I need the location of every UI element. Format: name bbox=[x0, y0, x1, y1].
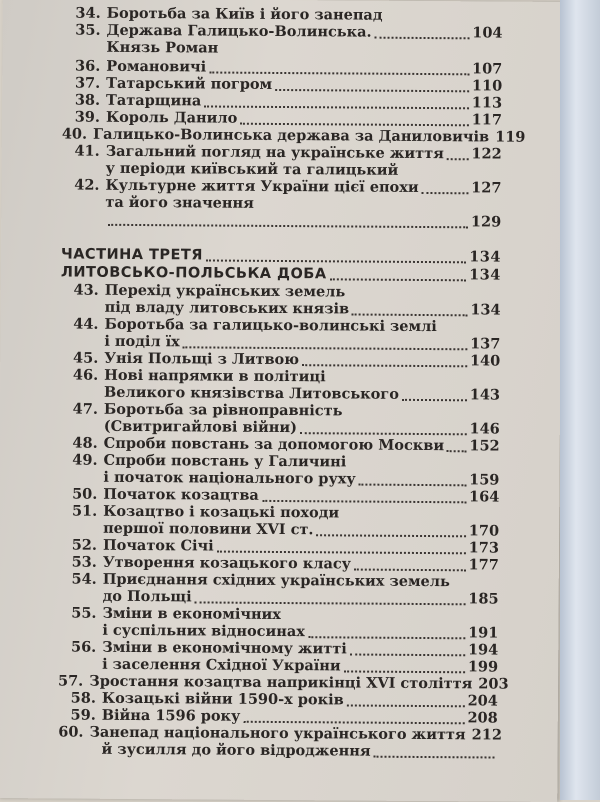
toc-entry-47 bbox=[60, 400, 500, 437]
entry-title: Утворення козацького класу bbox=[103, 554, 351, 573]
entry-number: 49. bbox=[60, 451, 104, 468]
entry-title: Культурне життя України цієї епохи bbox=[105, 177, 418, 196]
page-number: 143 bbox=[470, 386, 500, 403]
page-number: 173 bbox=[469, 539, 499, 556]
entry-title: Нові напрямки в політиці bbox=[104, 367, 326, 386]
page-number: 194 bbox=[468, 641, 498, 658]
page-number: 199 bbox=[468, 658, 498, 675]
entry-title: Боротьба за Київ і його занепад bbox=[107, 5, 383, 24]
entry-number: 42. bbox=[61, 176, 105, 193]
toc-entry-43 bbox=[61, 281, 501, 318]
leader-dots bbox=[300, 422, 467, 435]
entry-title: Війна 1596 року bbox=[102, 707, 241, 725]
leader-dots bbox=[262, 489, 466, 502]
page-number: 212 bbox=[472, 726, 498, 743]
entry-title-cont: (Свитригайлові війни) bbox=[104, 418, 297, 436]
entry-title: Спроби повстань за допомогою Москви bbox=[104, 435, 445, 454]
leader-dots bbox=[350, 643, 465, 656]
leader-dots bbox=[344, 660, 465, 673]
page-number: 170 bbox=[469, 522, 499, 539]
entry-number: 52. bbox=[59, 536, 103, 553]
entry-title-cont: та його значення bbox=[105, 194, 254, 212]
entry-number: 46. bbox=[60, 366, 104, 383]
entry-title: Приєднання східних українських земель bbox=[103, 571, 450, 590]
entry-title-cont: до Польщі bbox=[103, 588, 192, 606]
entry-number: 53. bbox=[59, 553, 103, 570]
entry-number: 37. bbox=[62, 74, 106, 91]
leader-dots bbox=[195, 591, 466, 605]
entry-number: 56. bbox=[58, 638, 102, 655]
entry-number: 47. bbox=[60, 400, 104, 417]
entry-title: Перехід українських земель bbox=[105, 282, 346, 301]
toc-entry-60 bbox=[57, 723, 497, 760]
leader-dots bbox=[330, 268, 467, 281]
part-subtitle: ЛИТОВСЬКО-ПОЛЬСЬКА ДОБА bbox=[61, 264, 327, 283]
page-number: 177 bbox=[469, 556, 499, 573]
page-number: 127 bbox=[471, 179, 501, 196]
toc-entry-44 bbox=[60, 315, 500, 352]
entry-title-cont: Великого князівства Литовського bbox=[104, 384, 399, 403]
entry-title-cont: й зусилля до його відродження bbox=[101, 741, 370, 760]
leader-dots bbox=[447, 148, 469, 160]
entry-title: Татарський погром bbox=[106, 75, 272, 93]
entry-title: Король Данило bbox=[106, 109, 237, 127]
entry-title-cont: першої половини XVI ст. bbox=[103, 520, 314, 538]
entry-number: 40. bbox=[62, 125, 93, 142]
entry-title: Початок козацтва bbox=[103, 486, 259, 504]
leader-dots bbox=[347, 694, 465, 707]
entry-number: 36. bbox=[62, 57, 106, 74]
entry-title: Зростання козацтва наприкінці XVI століття bbox=[89, 673, 472, 693]
entry-title-cont: і суспільних відносинах bbox=[102, 622, 305, 640]
entry-title-cont: і поділ їх bbox=[104, 333, 180, 351]
entry-title-cont: і заселення Східної України bbox=[102, 656, 341, 675]
toc-entry-42 bbox=[61, 176, 501, 230]
entry-title: Козацтво і козацькі походи bbox=[103, 503, 339, 522]
entry-title: Держава Галицько-Волинська. bbox=[107, 22, 372, 41]
page-number: 159 bbox=[469, 471, 499, 488]
page-number: 134 bbox=[469, 266, 501, 283]
entry-title: Боротьба за рівноправність bbox=[104, 401, 343, 420]
entry-title-cont: Князь Роман bbox=[106, 39, 218, 57]
entry-number: 41. bbox=[62, 142, 106, 159]
page-number: 140 bbox=[470, 352, 500, 369]
leader-dots bbox=[354, 558, 466, 571]
entry-title: Романовичі bbox=[106, 58, 206, 76]
entry-number: 54. bbox=[59, 570, 103, 587]
book-cover-edge bbox=[560, 0, 600, 800]
page-number: 107 bbox=[472, 60, 502, 77]
page-number: 185 bbox=[468, 590, 498, 607]
entry-number: 48. bbox=[60, 434, 104, 451]
entry-number: 50. bbox=[59, 485, 103, 502]
page-number: 152 bbox=[469, 437, 499, 454]
leader-dots bbox=[402, 388, 467, 400]
leader-dots bbox=[422, 181, 469, 193]
toc-entry-49 bbox=[59, 451, 499, 488]
entry-number: 59. bbox=[58, 706, 102, 723]
entry-title: Загальний погляд на українське життя bbox=[106, 143, 444, 162]
entry-number: 39. bbox=[62, 108, 106, 125]
leader-dots bbox=[302, 354, 467, 367]
entry-number: 45. bbox=[60, 349, 104, 366]
toc-entry-35 bbox=[62, 21, 502, 58]
page-number: 129 bbox=[471, 213, 501, 230]
entry-number: 34. bbox=[63, 4, 107, 21]
page-number: 146 bbox=[469, 420, 499, 437]
entry-title: Боротьба за галицько-волинські землі bbox=[104, 316, 436, 335]
entry-title-cont: і початок національного руху bbox=[103, 469, 355, 488]
entry-number: 44. bbox=[60, 315, 104, 332]
page-number: 191 bbox=[468, 624, 498, 641]
entry-title: Унія Польщі з Литвою bbox=[104, 350, 299, 368]
entry-number: 51. bbox=[59, 502, 103, 519]
leader-dots bbox=[374, 745, 495, 758]
entry-title: Зміни в економічних bbox=[102, 605, 281, 623]
entry-title: Спроби повстань у Галичині bbox=[104, 452, 347, 471]
leader-dots bbox=[183, 336, 467, 350]
toc-entry-54 bbox=[59, 570, 499, 607]
entry-title: Занепад національного українського життя bbox=[89, 724, 465, 744]
leader-dots bbox=[359, 473, 467, 486]
entry-title: Початок Січі bbox=[103, 537, 214, 555]
page-number: 203 bbox=[478, 675, 504, 692]
page-number: 119 bbox=[495, 128, 521, 145]
entry-number: 43. bbox=[61, 281, 105, 298]
entry-title-cont: у періоди київський та галицький bbox=[106, 160, 399, 179]
page-number: 104 bbox=[472, 24, 502, 41]
page-number: 164 bbox=[469, 488, 499, 505]
entry-title-cont: під владу литовських князів bbox=[105, 299, 350, 318]
toc-entry-51 bbox=[59, 502, 499, 539]
page-number: 137 bbox=[470, 335, 500, 352]
leader-dots bbox=[217, 540, 466, 554]
leader-dots bbox=[308, 626, 465, 639]
entry-title: Галицько-Волинська держава за Даниловичів bbox=[93, 126, 489, 146]
entry-title: Козацькі війни 1590-х років bbox=[102, 690, 344, 709]
leader-dots bbox=[204, 95, 469, 109]
page-number: 204 bbox=[468, 692, 498, 709]
entry-number: 58. bbox=[58, 689, 102, 706]
page-number: 113 bbox=[472, 94, 502, 111]
entry-number: 55. bbox=[58, 604, 102, 621]
leader-dots bbox=[447, 440, 466, 452]
leader-dots bbox=[375, 26, 470, 39]
part-title: ЧАСТИНА ТРЕТЯ bbox=[61, 246, 203, 264]
toc-entry-41 bbox=[62, 142, 502, 179]
entry-number: 57. bbox=[58, 672, 89, 689]
page-number: 134 bbox=[470, 301, 500, 318]
entry-title: Татарщина bbox=[106, 92, 201, 110]
page-number: 117 bbox=[472, 111, 502, 128]
leader-dots bbox=[316, 524, 465, 537]
leader-dots bbox=[108, 213, 468, 228]
page-number: 122 bbox=[471, 145, 501, 162]
toc-entry-56 bbox=[58, 638, 498, 675]
toc-entry-55 bbox=[58, 604, 498, 641]
leader-dots bbox=[243, 710, 464, 724]
leader-dots bbox=[206, 249, 466, 263]
part-heading bbox=[61, 245, 501, 284]
entry-number: 38. bbox=[62, 91, 106, 108]
page-number: 208 bbox=[467, 709, 497, 726]
entry-number: 35. bbox=[63, 21, 107, 38]
table-of-contents bbox=[57, 4, 502, 760]
entry-title: Зміни в економічному житті bbox=[102, 639, 347, 658]
leader-dots bbox=[352, 303, 467, 316]
leader-dots bbox=[275, 78, 469, 91]
leader-dots bbox=[240, 112, 468, 126]
toc-entry-46 bbox=[60, 366, 500, 403]
page-number: 134 bbox=[469, 248, 501, 265]
leader-dots bbox=[209, 61, 469, 75]
page-number: 110 bbox=[472, 77, 502, 94]
entry-number: 60. bbox=[58, 723, 90, 740]
